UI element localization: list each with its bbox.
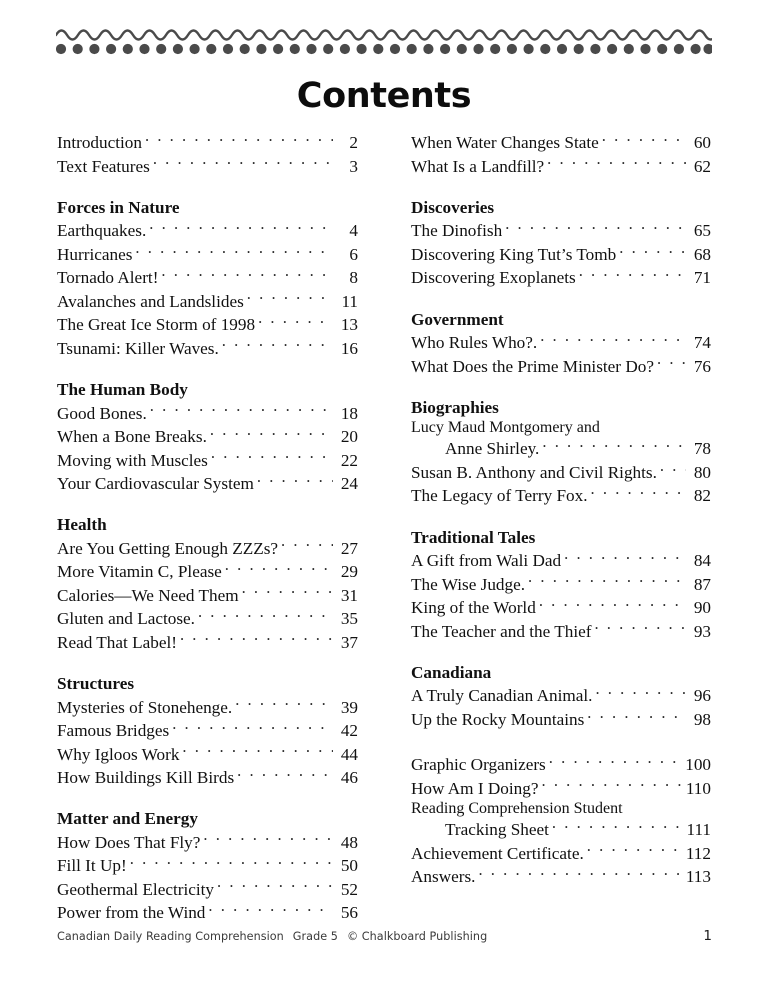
- toc-leader-dots: [130, 854, 333, 871]
- toc-entry-page-number: 65: [693, 221, 711, 241]
- toc-entry-page-number: 46: [340, 768, 358, 788]
- toc-leader-dots: [657, 355, 686, 372]
- toc-entry-label: Susan B. Anthony and Civil Rights.: [411, 462, 657, 482]
- toc-entry-page-number: 3: [349, 156, 358, 176]
- toc-entry-label: Moving with Muscles: [57, 450, 208, 470]
- toc-entry-page-number: 62: [693, 156, 711, 176]
- toc-entry-read-that-label[interactable]: [57, 631, 358, 654]
- toc-entry-page-number: 113: [685, 867, 711, 887]
- toc-entry-label: Calories—We Need Them: [57, 585, 239, 605]
- toc-entry-page-number: 93: [693, 621, 711, 641]
- toc-entry-page-number: 56: [340, 903, 358, 923]
- toc-entry-page-number: 80: [693, 462, 711, 482]
- toc-entry-label: Introduction: [57, 133, 142, 153]
- toc-entry-label: How Am I Doing?: [411, 778, 539, 798]
- toc-entry-your-cardiovascular-system[interactable]: [57, 472, 358, 495]
- toc-entry-a-truly-canadian-animal[interactable]: [411, 684, 711, 707]
- toc-entry-label: Read That Label!: [57, 632, 177, 652]
- toc-entry-page-number: 11: [341, 291, 358, 311]
- toc-entry-earthquakes[interactable]: [57, 219, 358, 242]
- toc-entry-page-number: 31: [340, 585, 358, 605]
- toc-leader-dots: [172, 719, 333, 736]
- toc-columns: [0, 131, 768, 923]
- toc-entry-the-teacher-and-the-thief[interactable]: [411, 619, 711, 642]
- toc-entry-label: Anne Shirley.: [445, 439, 540, 459]
- toc-entry-page-number: 37: [340, 632, 358, 652]
- toc-leader-dots: [539, 596, 686, 613]
- toc-entry-label: Discovering King Tut’s Tomb: [411, 244, 617, 264]
- toc-section-heading-biographies: Biographies: [411, 397, 499, 417]
- toc-leader-dots: [210, 425, 333, 442]
- footer-series: Canadian Daily Reading Comprehension: [57, 930, 284, 943]
- toc-leader-dots: [564, 549, 686, 566]
- toc-entry-mysteries-of-stonehenge[interactable]: [57, 695, 358, 718]
- toc-entry-page-number: 96: [693, 686, 711, 706]
- toc-entry-page-number: 2: [349, 133, 358, 153]
- toc-entry-label: Up the Rocky Mountains: [411, 709, 585, 729]
- toc-entry-power-from-the-wind[interactable]: [57, 901, 358, 924]
- footer-grade: Grade 5: [292, 930, 338, 943]
- toc-entry-label: The Legacy of Terry Fox.: [411, 486, 588, 506]
- toc-entry-geothermal-electricity[interactable]: [57, 878, 358, 901]
- toc-entry-label: More Vitamin C, Please: [57, 562, 222, 582]
- toc-entry-susan-b-anthony-and-civil-rights[interactable]: [411, 461, 711, 484]
- toc-spacer: [411, 731, 711, 753]
- toc-entry-label: Geothermal Electricity: [57, 879, 215, 899]
- toc-leader-dots: [242, 584, 333, 601]
- toc-entry-gluten-and-lactose[interactable]: [57, 607, 358, 630]
- toc-section-heading-forces-in-nature: Forces in Nature: [57, 197, 180, 217]
- toc-entry-label: Graphic Organizers: [411, 755, 546, 775]
- toc-leader-dots: [595, 684, 686, 701]
- toc-entry-are-you-getting-enough-zzzs[interactable]: [57, 537, 358, 560]
- toc-entry-label: What Does the Prime Minister Do?: [411, 356, 654, 376]
- toc-entry-label: Power from the Wind: [57, 903, 206, 923]
- toc-leader-dots: [549, 753, 682, 770]
- toc-leader-dots: [145, 131, 333, 148]
- toc-leader-dots: [235, 695, 333, 712]
- toc-entry-page-number: 87: [693, 574, 711, 594]
- toc-leader-dots: [153, 154, 333, 171]
- toc-leader-dots: [541, 777, 682, 794]
- toc-entry-label: Tsunami: Killer Waves.: [57, 338, 219, 358]
- toc-entry-page-number: 78: [693, 439, 711, 459]
- toc-entry-the-great-ice-storm-of-1998[interactable]: [57, 313, 358, 336]
- toc-entry-what-does-the-prime-minister-do[interactable]: [411, 355, 711, 378]
- toc-column-left: [57, 131, 358, 925]
- page-footer: [57, 928, 712, 944]
- toc-entry-the-legacy-of-terry-fox[interactable]: [411, 484, 711, 507]
- toc-leader-dots: [203, 831, 333, 848]
- toc-entry-page-number: 39: [340, 697, 358, 717]
- toc-entry-how-am-i-doing[interactable]: [411, 777, 711, 800]
- toc-section-heading-discoveries: Discoveries: [411, 197, 495, 217]
- toc-entry-label: Why Igloos Work: [57, 744, 180, 764]
- toc-entry-page-number: 82: [693, 486, 711, 506]
- toc-entry-when-a-bone-breaks[interactable]: [57, 425, 358, 448]
- toc-leader-dots: [594, 619, 686, 636]
- toc-leader-dots: [281, 537, 333, 554]
- toc-entry-avalanches-and-landslides[interactable]: [57, 290, 358, 313]
- toc-entry-discovering-king-tuts-tomb[interactable]: [411, 243, 711, 266]
- toc-entry-label: A Truly Canadian Animal.: [411, 686, 593, 706]
- toc-entry-label: Are You Getting Enough ZZZs?: [57, 538, 279, 558]
- toc-leader-dots: [587, 842, 683, 859]
- wavy-dots-border-ornament: [56, 26, 712, 60]
- toc-entry-answers[interactable]: [411, 865, 711, 888]
- toc-entry-page-number: 24: [340, 474, 358, 494]
- toc-entry-label: Tracking Sheet: [445, 820, 549, 840]
- toc-entry-page-number: 48: [340, 832, 358, 852]
- toc-entry-label: Your Cardiovascular System: [57, 474, 254, 494]
- toc-leader-dots: [602, 131, 686, 148]
- toc-entry-label: Gluten and Lactose.: [57, 609, 195, 629]
- toc-entry-what-is-a-landfill[interactable]: [411, 154, 711, 177]
- toc-entry-label: Earthquakes.: [57, 221, 147, 241]
- toc-column-right: [411, 131, 711, 889]
- toc-entry-page-number: 50: [340, 856, 358, 876]
- toc-leader-dots: [217, 878, 333, 895]
- toc-leader-dots: [247, 290, 333, 307]
- toc-entry-page-number: 6: [349, 244, 358, 264]
- toc-entry-label: The Dinofish: [411, 221, 503, 241]
- toc-entry-tracking-sheet[interactable]: [411, 818, 711, 841]
- toc-leader-dots: [540, 331, 686, 348]
- toc-entry-famous-bridges[interactable]: [57, 719, 358, 742]
- toc-leader-dots: [225, 560, 333, 577]
- toc-entry-page-number: 29: [340, 562, 358, 582]
- toc-entry-the-wise-judge[interactable]: [411, 573, 711, 596]
- toc-entry-label: Text Features: [57, 156, 150, 176]
- toc-entry-label: Mysteries of Stonehenge.: [57, 697, 233, 717]
- toc-section-heading-traditional-tales: Traditional Tales: [411, 527, 536, 547]
- toc-leader-dots: [211, 448, 333, 465]
- toc-entry-good-bones[interactable]: [57, 401, 358, 424]
- toc-entry-label: Achievement Certificate.: [411, 843, 584, 863]
- toc-entry-page-number: 44: [340, 744, 358, 764]
- toc-entry-page-number: 16: [340, 338, 358, 358]
- toc-entry-graphic-organizers[interactable]: [411, 753, 711, 776]
- toc-entry-how-buildings-kill-birds[interactable]: [57, 766, 358, 789]
- toc-entry-page-number: 68: [693, 244, 711, 264]
- toc-entry-page-number: 84: [693, 551, 711, 571]
- toc-leader-dots: [579, 266, 686, 283]
- toc-entry-label: When Water Changes State: [411, 133, 599, 153]
- toc-entry-when-water-changes-state[interactable]: [411, 131, 711, 154]
- toc-leader-dots: [237, 766, 333, 783]
- toc-entry-label: How Buildings Kill Birds: [57, 768, 235, 788]
- page-number: 1: [703, 928, 712, 944]
- toc-entry-wrap-lucy-maud-montgomery-and[interactable]: Lucy Maud Montgomery and: [411, 419, 600, 437]
- toc-leader-dots: [591, 484, 687, 501]
- toc-entry-who-rules-who[interactable]: [411, 331, 711, 354]
- toc-entry-how-does-that-fly[interactable]: [57, 831, 358, 854]
- toc-entry-label: The Teacher and the Thief: [411, 621, 592, 641]
- toc-entry-page-number: 74: [693, 333, 711, 353]
- toc-entry-page-number: 60: [693, 133, 711, 153]
- toc-leader-dots: [258, 313, 333, 330]
- toc-leader-dots: [149, 219, 333, 236]
- toc-leader-dots: [528, 573, 686, 590]
- toc-leader-dots: [505, 219, 686, 236]
- toc-entry-label: The Great Ice Storm of 1998: [57, 315, 256, 335]
- toc-entry-achievement-certificate[interactable]: [411, 842, 711, 865]
- toc-entry-label: A Gift from Wali Dad: [411, 551, 562, 571]
- toc-entry-page-number: 76: [693, 356, 711, 376]
- toc-leader-dots: [161, 266, 333, 283]
- toc-entry-discovering-exoplanets[interactable]: [411, 266, 711, 289]
- toc-leader-dots: [150, 401, 333, 418]
- toc-entry-more-vitamin-c-please[interactable]: [57, 560, 358, 583]
- toc-entry-introduction[interactable]: [57, 131, 358, 154]
- toc-entry-page-number: 22: [340, 450, 358, 470]
- toc-entry-page-number: 20: [340, 427, 358, 447]
- toc-entry-page-number: 98: [693, 709, 711, 729]
- toc-section-heading-health: Health: [57, 515, 107, 535]
- toc-entry-label: When a Bone Breaks.: [57, 427, 207, 447]
- toc-entry-page-number: 90: [693, 598, 711, 618]
- toc-entry-page-number: 27: [340, 538, 358, 558]
- toc-entry-hurricanes[interactable]: [57, 243, 358, 266]
- toc-leader-dots: [135, 243, 333, 260]
- toc-section-heading-canadiana: Canadiana: [411, 662, 492, 682]
- toc-entry-label: Discovering Exoplanets: [411, 268, 576, 288]
- toc-leader-dots: [660, 461, 686, 478]
- toc-entry-label: Hurricanes: [57, 244, 133, 264]
- toc-entry-page-number: 111: [686, 820, 711, 840]
- toc-entry-page-number: 71: [693, 268, 711, 288]
- toc-entry-label: Who Rules Who?.: [411, 333, 538, 353]
- toc-leader-dots: [182, 742, 333, 759]
- toc-entry-tsunami-killer-waves[interactable]: [57, 337, 358, 360]
- toc-entry-label: Good Bones.: [57, 403, 147, 423]
- toc-leader-dots: [222, 337, 333, 354]
- toc-leader-dots: [198, 607, 333, 624]
- toc-entry-label: Answers.: [411, 867, 476, 887]
- toc-entry-label: King of the World: [411, 598, 536, 618]
- toc-leader-dots: [478, 865, 682, 882]
- toc-section-heading-government: Government: [411, 309, 504, 329]
- toc-entry-wrap-reading-comprehension-student[interactable]: Reading Comprehension Student: [411, 800, 623, 818]
- toc-entry-text-features[interactable]: [57, 154, 358, 177]
- toc-entry-page-number: 100: [685, 755, 711, 775]
- toc-section-heading-the-human-body: The Human Body: [57, 380, 188, 400]
- toc-leader-dots: [552, 818, 684, 835]
- toc-entry-fill-it-up[interactable]: [57, 854, 358, 877]
- toc-entry-the-dinofish[interactable]: [411, 219, 711, 242]
- toc-entry-moving-with-muscles[interactable]: [57, 448, 358, 471]
- toc-entry-page-number: 18: [340, 403, 358, 423]
- toc-entry-up-the-rocky-mountains[interactable]: [411, 708, 711, 731]
- toc-section-heading-matter-and-energy: Matter and Energy: [57, 809, 198, 829]
- toc-entry-page-number: 13: [340, 315, 358, 335]
- toc-section-heading-structures: Structures: [57, 674, 135, 694]
- toc-entry-anne-shirley[interactable]: [411, 437, 711, 460]
- toc-entry-king-of-the-world[interactable]: [411, 596, 711, 619]
- toc-entry-why-igloos-work[interactable]: [57, 742, 358, 765]
- toc-entry-label: Avalanches and Landslides: [57, 291, 244, 311]
- toc-entry-page-number: 110: [685, 778, 711, 798]
- toc-leader-dots: [547, 154, 686, 171]
- toc-entry-tornado-alert[interactable]: [57, 266, 358, 289]
- toc-entry-a-gift-from-wali-dad[interactable]: [411, 549, 711, 572]
- toc-entry-page-number: 35: [340, 609, 358, 629]
- toc-entry-label: What Is a Landfill?: [411, 156, 545, 176]
- toc-entry-label: Famous Bridges: [57, 721, 170, 741]
- toc-entry-page-number: 42: [340, 721, 358, 741]
- toc-entry-label: Fill It Up!: [57, 856, 127, 876]
- toc-leader-dots: [619, 243, 686, 260]
- toc-entry-label: The Wise Judge.: [411, 574, 526, 594]
- toc-entry-page-number: 8: [349, 268, 358, 288]
- toc-entry-calories-we-need-them[interactable]: [57, 584, 358, 607]
- page-title: Contents: [296, 76, 472, 116]
- toc-entry-page-number: 112: [685, 843, 711, 863]
- toc-entry-label: Tornado Alert!: [57, 268, 159, 288]
- footer-copyright: © Chalkboard Publishing: [346, 930, 488, 943]
- toc-leader-dots: [542, 437, 686, 454]
- toc-leader-dots: [257, 472, 333, 489]
- toc-entry-page-number: 4: [349, 221, 358, 241]
- toc-entry-page-number: 52: [340, 879, 358, 899]
- toc-leader-dots: [180, 631, 333, 648]
- toc-leader-dots: [587, 708, 686, 725]
- toc-leader-dots: [208, 901, 333, 918]
- footer-credit: [57, 930, 487, 943]
- toc-entry-label: How Does That Fly?: [57, 832, 201, 852]
